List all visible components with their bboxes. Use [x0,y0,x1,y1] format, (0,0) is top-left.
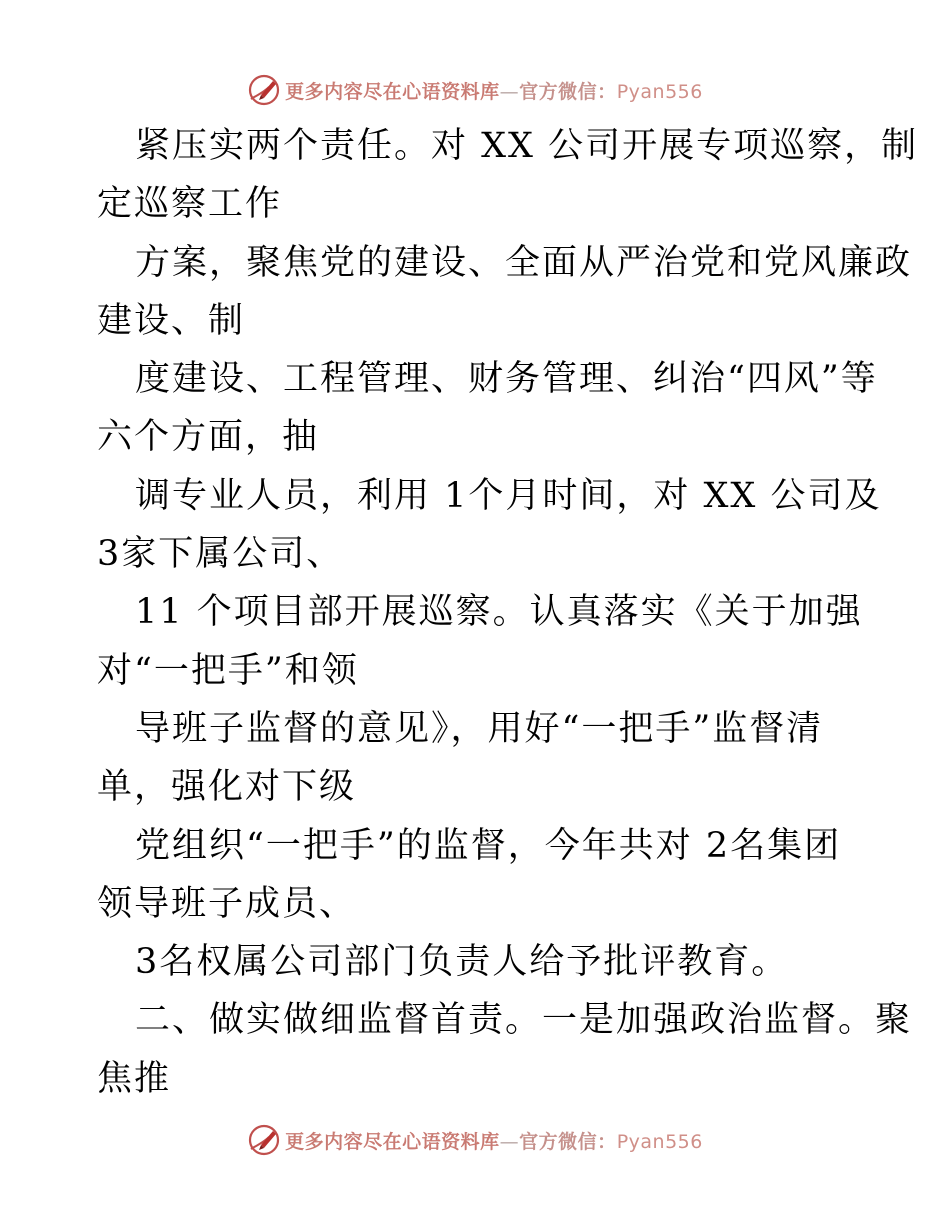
text-line: 领导班子成员、 [97,883,357,924]
text-line: 定巡察工作 [97,184,283,225]
text-line: 3家下属公司、 [97,534,344,575]
watermark-wechat-id: Pyan556 [616,1130,703,1153]
pen-logo-icon [247,73,281,107]
text-line: 导班子监督的意见》，用好“一把手”监督清 [135,708,824,749]
text-line: 3名权属公司部门负责人给予批评教育。 [135,942,789,983]
footer-watermark [0,1120,950,1160]
text-line: 二、做实做细监督首责。一是加强政治监督。聚 [135,1000,913,1041]
watermark-wechat-label: 官方微信： [519,80,617,103]
watermark-dash: — [499,1130,520,1153]
watermark-main-text: 更多内容尽在心语资料库 [285,80,500,103]
text-line: 11 个项目部开展巡察。认真落实《关于加强 [135,592,863,633]
header-watermark [0,70,950,110]
text-line: 对“一把手”和领 [97,650,359,691]
watermark-main-text: 更多内容尽在心语资料库 [285,1130,500,1153]
watermark-wechat-id: Pyan556 [616,80,703,103]
text-line: 焦推 [97,1058,172,1099]
text-line: 方案，聚焦党的建设、全面从严治党和党风廉政 [135,242,913,283]
watermark-dash: — [499,80,520,103]
pen-logo-icon [247,1123,281,1157]
text-line: 度建设、工程管理、财务管理、纠治“四风”等 [135,359,878,400]
text-line: 建设、制 [97,300,246,341]
text-line: 紧压实两个责任。对 XX 公司开展专项巡察，制 [135,126,919,166]
text-line: 调专业人员，利用 1个月时间，对 XX 公司及 [135,475,882,516]
text-line: 六个方面，抽 [97,417,320,458]
watermark-wechat-label: 官方微信： [519,1130,617,1153]
text-line: 单，强化对下级 [97,767,357,808]
document-body [97,117,919,1108]
text-line: 党组织“一把手”的监督，今年共对 2名集团 [135,825,842,866]
